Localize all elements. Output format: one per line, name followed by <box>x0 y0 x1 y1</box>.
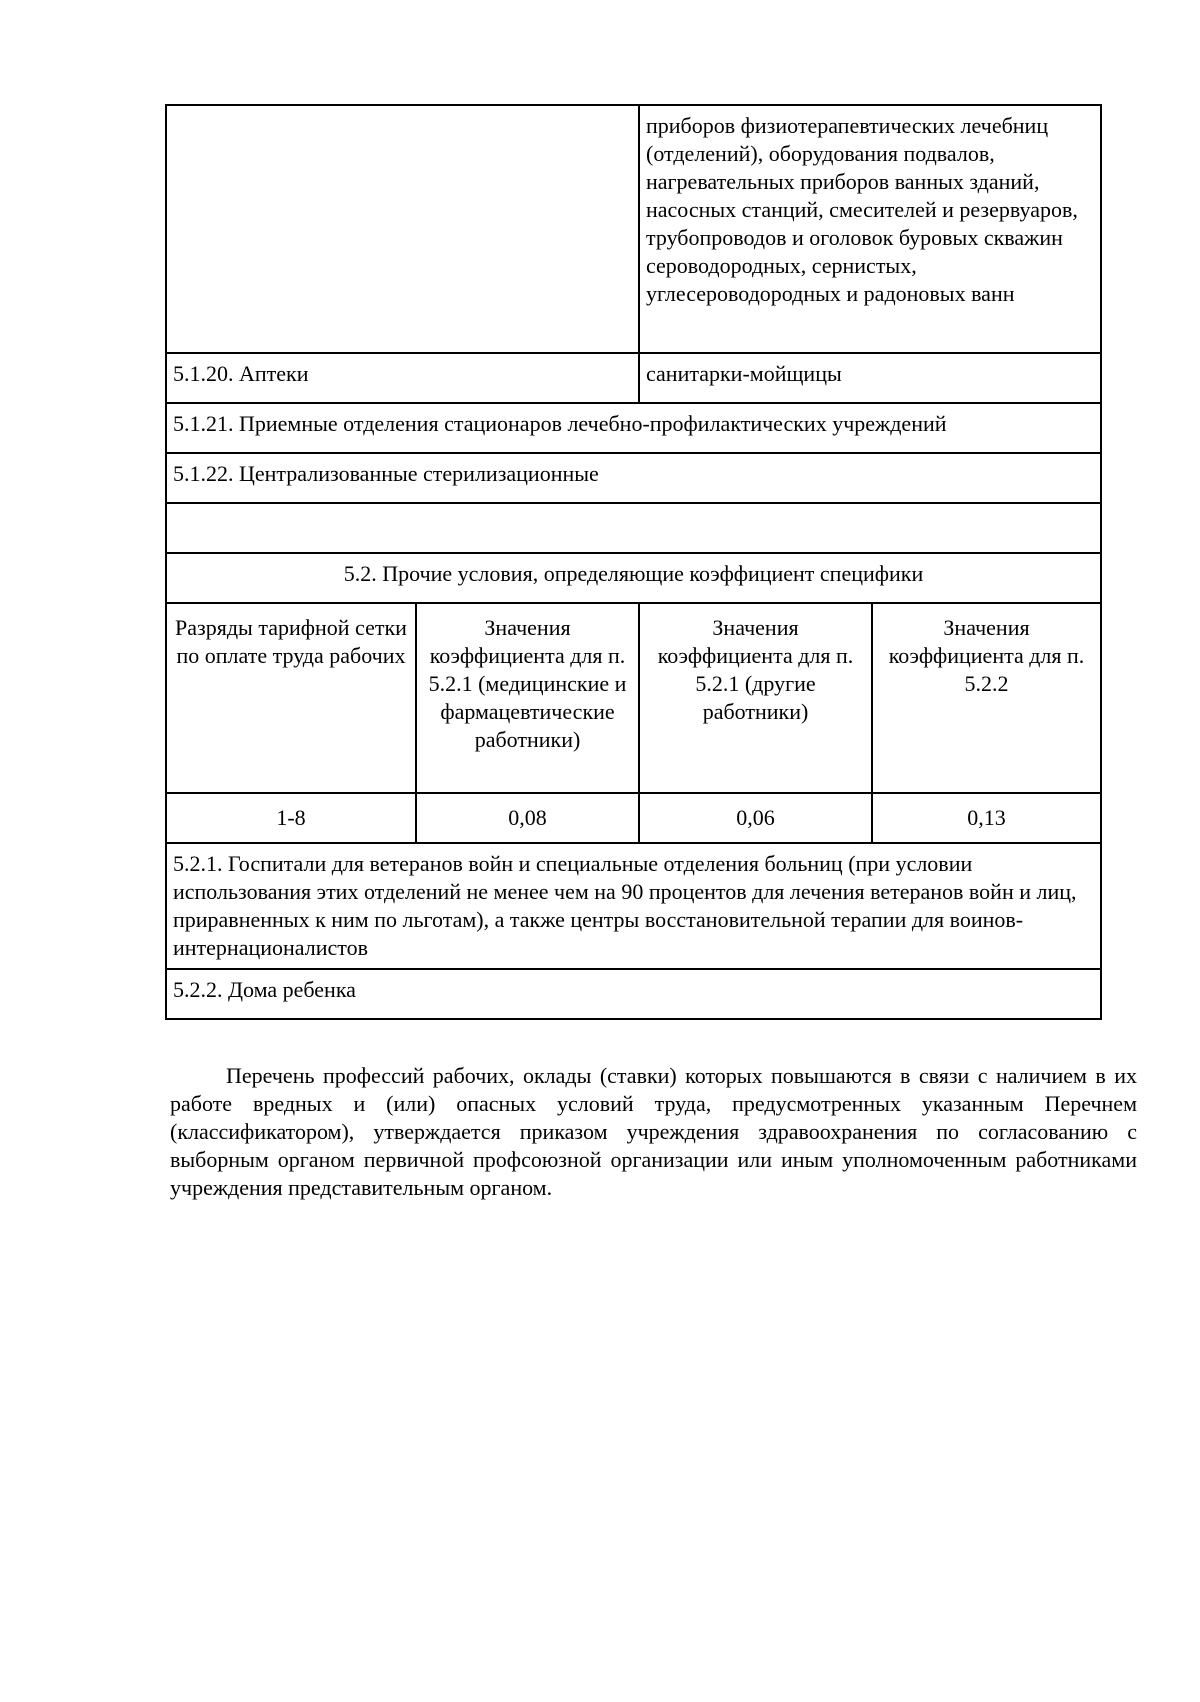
table-row-values <box>166 793 1101 843</box>
body-paragraph: Перечень профессий рабочих, оклады (ставки) которых повышаются в связи с наличием в их работе вредных и (или) опасных условий труда, предусмотренных указанным Перечнем (классификатором), утверждается приказом учреждения здравоохранения по согласованию с выборным органом первичной профсоюзной организации или иным уполномоченным работниками учреждения представительным органом. <box>170 1063 1137 1200</box>
row-5-1-20-value: санитарки-мойщицы <box>639 353 1101 403</box>
table-row-section-5-2 <box>166 553 1101 603</box>
coefficients-table <box>165 104 1102 1020</box>
value-medical: 0,08 <box>416 793 639 843</box>
row-5-1-20-label: 5.1.20. Аптеки <box>166 353 639 403</box>
value-5-2-2: 0,13 <box>872 793 1101 843</box>
empty-cell <box>166 105 639 353</box>
table-row-5-2-2 <box>166 969 1101 1019</box>
column-header-medical: Значения коэффициента для п. 5.2.1 (медицинские и фармацевтические работники) <box>416 603 639 793</box>
empty-cell <box>166 503 1101 553</box>
continuation-cell: приборов физиотерапевтических лечебниц (отделений), оборудования подвалов, нагревательных приборов ванных зданий, насосных станций, смесителей и резервуаров, трубопроводов и оголовок буровых скважин сероводородных, сернистых, углесероводородных и радоновых ванн <box>639 105 1101 353</box>
table-row-continuation <box>166 105 1101 353</box>
table-row-5-1-20 <box>166 353 1101 403</box>
column-header-5-2-2: Значения коэффициента для п. 5.2.2 <box>872 603 1101 793</box>
section-5-2-title: 5.2. Прочие условия, определяющие коэффициент специфики <box>166 553 1101 603</box>
row-5-1-22-label: 5.1.22. Централизованные стерилизационные <box>166 453 1101 503</box>
table-header-row <box>166 603 1101 793</box>
value-other: 0,06 <box>639 793 872 843</box>
table-row-empty <box>166 503 1101 553</box>
column-header-other: Значения коэффициента для п. 5.2.1 (другие работники) <box>639 603 872 793</box>
table-row-5-2-1 <box>166 843 1101 969</box>
row-5-2-2-label: 5.2.2. Дома ребенка <box>166 969 1101 1019</box>
row-5-2-1-label: 5.2.1. Госпитали для ветеранов войн и специальные отделения больниц (при условии использования этих отделений не менее чем на 90 процентов для лечения ветеранов войн и лиц, приравненных к ним по льготам), а также центры восстановительной терапии для воинов-интернационалистов <box>166 843 1101 969</box>
row-5-1-21-label: 5.1.21. Приемные отделения стационаров лечебно-профилактических учреждений <box>166 403 1101 453</box>
column-header-grades: Разряды тарифной сетки по оплате труда рабочих <box>166 603 416 793</box>
table-row-5-1-21 <box>166 403 1101 453</box>
table-row-5-1-22 <box>166 453 1101 503</box>
value-grades: 1-8 <box>166 793 416 843</box>
